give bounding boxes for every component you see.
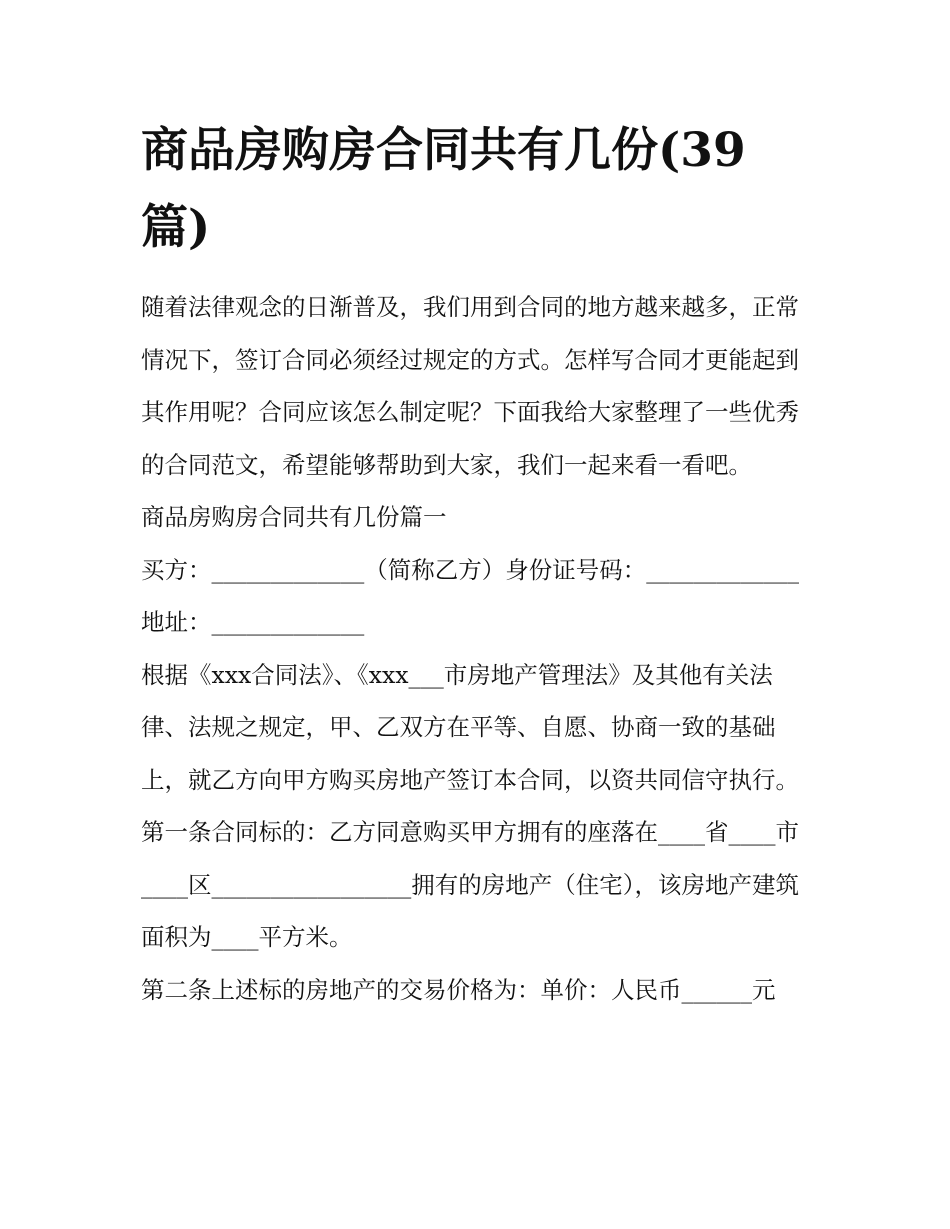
section-heading: 商品房购房合同共有几份篇一 xyxy=(141,503,447,531)
document-page xyxy=(141,112,813,1016)
article-one-paragraph: 第一条合同标的：乙方同意购买甲方拥有的座落在____省____市____区_________________拥有的房地产（住宅），该房地产建筑面积为____平方米。 xyxy=(141,818,799,951)
article-two-paragraph: 第二条上述标的房地产的交易价格为：单价：人民币______元 xyxy=(141,975,776,1004)
document-title: 商品房购房合同共有几份(39篇) xyxy=(141,123,746,255)
buyer-info-paragraph: 买方：_____________（简称乙方）身份证号码：_____________地址：_____________ xyxy=(141,555,799,636)
intro-paragraph: 随着法律观念的日渐普及，我们用到合同的地方越来越多，正常情况下，签订合同必须经过规定的方式。怎样写合同才更能起到其作用呢？合同应该怎么制定呢？下面我给大家整理了一些优秀的合同范文，希望能够帮助到大家，我们一起来看一看吧。 xyxy=(141,293,799,479)
legal-basis-paragraph: 根据《xxx合同法》、《xxx___市房地产管理法》及其他有关法律、法规之规定，甲、乙双方在平等、自愿、协商一致的基础上，就乙方向甲方购买房地产签订本合同，以资共同信守执行。 xyxy=(141,660,799,794)
